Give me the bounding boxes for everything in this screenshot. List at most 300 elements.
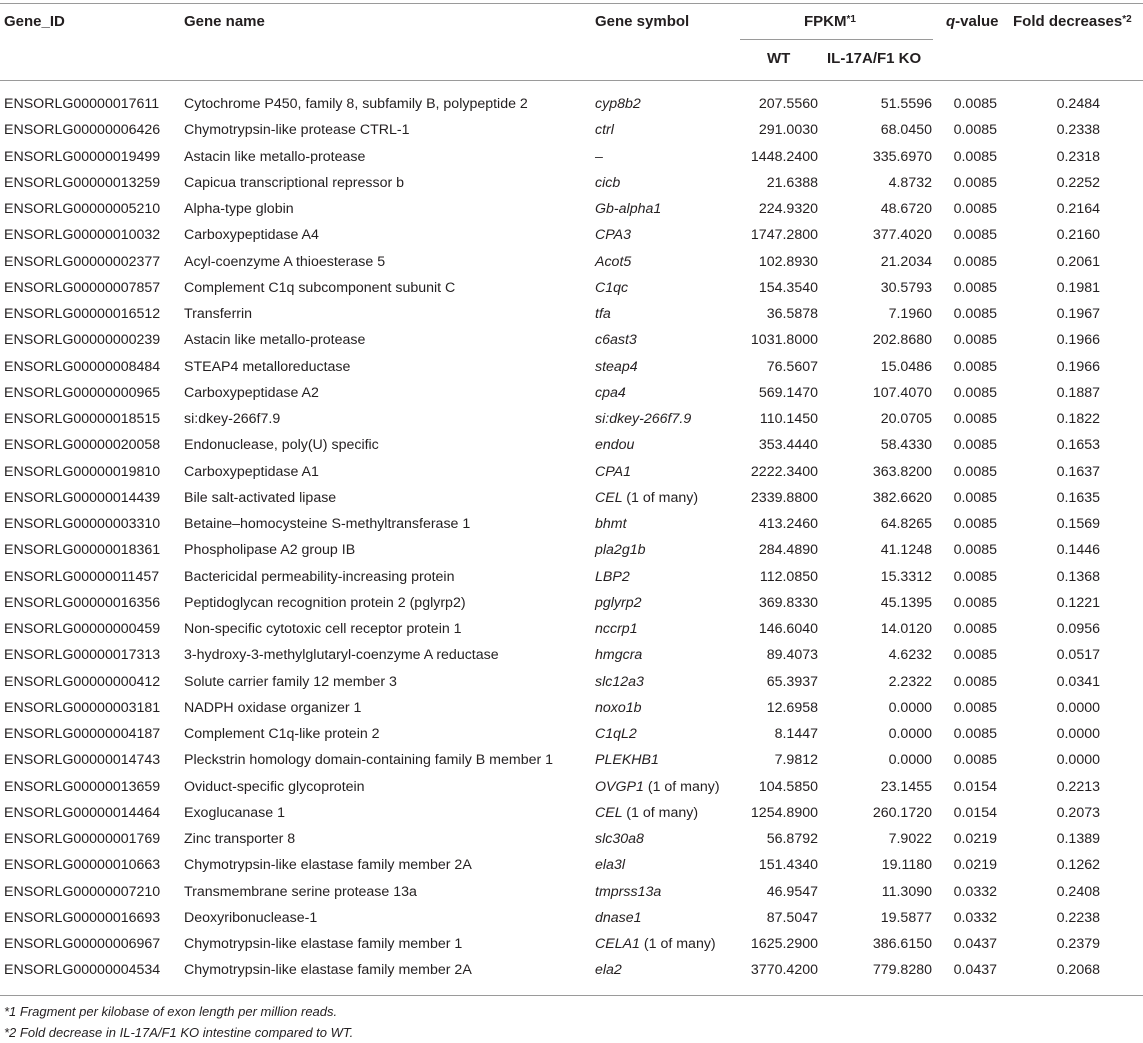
table-row	[0, 301, 1143, 327]
cell-fpkm-wt: 224.9320	[758, 201, 818, 217]
cell-qvalue: 0.0085	[953, 542, 997, 559]
cell-gene-id: ENSORLG00000004187	[4, 726, 161, 742]
table-row	[0, 406, 1143, 432]
cell-fpkm-wt: 89.4073	[766, 647, 818, 664]
cell-gene-id: ENSORLG00000017611	[4, 96, 160, 112]
table-row	[0, 800, 1143, 826]
cell-fold-decrease: 0.1966	[1056, 358, 1100, 375]
gene-symbol-text: –	[595, 148, 603, 165]
cell-fpkm-ko: 4.6232	[888, 647, 932, 664]
cell-gene-id: ENSORLG00000002377	[4, 253, 161, 270]
cell-gene-name: Chymotrypsin-like elastase family member 2A	[184, 962, 472, 979]
cell-fpkm-wt: 207.5560	[758, 96, 818, 112]
table-row	[0, 485, 1143, 511]
cell-gene-id: ENSORLG00000013259	[4, 174, 161, 191]
gene-symbol-text: bhmt	[595, 516, 627, 532]
cell-fpkm-wt: 56.8792	[766, 831, 818, 847]
cell-gene-symbol	[595, 380, 626, 406]
cell-fpkm-wt: 36.5878	[766, 306, 818, 322]
cell-fpkm-wt: 1448.2400	[750, 148, 818, 165]
fpkm-span-rule	[740, 39, 933, 40]
gene-symbol-text: LBP2	[595, 568, 630, 585]
cell-fold-decrease: 0.2073	[1056, 804, 1100, 821]
table-row	[0, 196, 1143, 222]
gene-symbol-text: C1qL2	[595, 726, 637, 742]
cell-gene-symbol	[595, 459, 631, 485]
cell-gene-id: ENSORLG00000006967	[4, 936, 161, 952]
gene-symbol-text: OVGP1	[595, 778, 644, 795]
cell-gene-id: ENSORLG00000016512	[4, 306, 161, 322]
cell-fpkm-ko: 58.4330	[880, 437, 932, 454]
gene-symbol-text: slc12a3	[595, 673, 644, 690]
cell-fold-decrease: 0.2408	[1056, 883, 1100, 900]
cell-gene-name: NADPH oxidase organizer 1	[184, 699, 362, 716]
cell-gene-id: ENSORLG00000007210	[4, 883, 161, 900]
cell-fpkm-ko: 377.4020	[872, 227, 932, 244]
cell-gene-name: Chymotrypsin-like elastase family member 2A	[184, 857, 472, 874]
cell-fold-decrease: 0.2213	[1056, 778, 1100, 795]
cell-gene-symbol	[595, 485, 698, 511]
table-row	[0, 511, 1143, 537]
cell-gene-id: ENSORLG00000007857	[4, 279, 161, 296]
header-fpkm-label: FPKM	[804, 13, 847, 30]
cell-gene-symbol	[595, 222, 631, 248]
table-row	[0, 721, 1143, 747]
cell-fpkm-wt: 1625.2900	[750, 936, 818, 952]
cell-gene-symbol	[595, 774, 720, 800]
cell-qvalue: 0.0085	[953, 594, 997, 611]
cell-fpkm-ko: 45.1395	[880, 594, 932, 611]
gene-symbol-text: CPA3	[595, 227, 632, 244]
table-row	[0, 459, 1143, 485]
gene-symbol-note: (1 of many)	[647, 778, 720, 795]
table-top-rule	[0, 3, 1143, 4]
cell-fold-decrease: 0.2318	[1056, 148, 1100, 165]
cell-gene-symbol	[595, 616, 638, 642]
cell-fpkm-ko: 20.0705	[880, 411, 932, 427]
cell-fold-decrease: 0.2164	[1056, 201, 1100, 217]
cell-gene-id: ENSORLG00000017313	[4, 647, 161, 664]
cell-gene-id: ENSORLG00000020058	[4, 437, 161, 454]
cell-fpkm-wt: 46.9547	[766, 883, 818, 900]
cell-gene-name: Phospholipase A2 group IB	[184, 542, 356, 559]
cell-gene-id: ENSORLG00000010032	[4, 227, 161, 244]
table-row	[0, 931, 1143, 957]
cell-gene-name: Deoxyribonuclease-1	[184, 909, 318, 926]
cell-fpkm-ko: 107.4070	[872, 384, 932, 401]
table-row	[0, 117, 1143, 143]
cell-gene-id: ENSORLG00000006426	[4, 122, 161, 139]
cell-gene-name: Complement C1q-like protein 2	[184, 726, 380, 742]
cell-gene-symbol	[595, 301, 611, 327]
cell-gene-symbol	[595, 669, 644, 695]
cell-qvalue: 0.0085	[953, 96, 997, 112]
cell-fold-decrease: 0.1635	[1056, 489, 1100, 506]
cell-fpkm-wt: 2222.3400	[750, 463, 818, 480]
cell-qvalue: 0.0332	[953, 883, 997, 900]
cell-gene-name: Transmembrane serine protease 13a	[184, 883, 417, 900]
cell-fpkm-wt: 7.9812	[774, 752, 818, 769]
cell-gene-symbol	[595, 800, 698, 826]
cell-gene-id: ENSORLG00000016356	[4, 594, 161, 611]
cell-gene-name: Peptidoglycan recognition protein 2 (pglyrp2)	[184, 594, 466, 611]
cell-fpkm-wt: 413.2460	[758, 516, 818, 532]
header-fold-label: Fold decreases	[1013, 13, 1123, 30]
cell-gene-name: Carboxypeptidase A2	[184, 384, 319, 401]
table-bottom-rule	[0, 995, 1143, 996]
header-gene-name: Gene name	[184, 13, 265, 30]
table-row	[0, 905, 1143, 931]
cell-fold-decrease: 0.0000	[1056, 726, 1100, 742]
cell-gene-id: ENSORLG00000004534	[4, 962, 161, 979]
cell-gene-id: ENSORLG00000016693	[4, 909, 161, 926]
cell-fpkm-ko: 21.2034	[880, 253, 932, 270]
cell-qvalue: 0.0085	[953, 358, 997, 375]
cell-fpkm-ko: 30.5793	[880, 279, 932, 296]
cell-fold-decrease: 0.2160	[1056, 227, 1100, 244]
cell-fpkm-wt: 154.3540	[758, 279, 818, 296]
cell-fold-decrease: 0.2484	[1056, 96, 1100, 112]
cell-gene-symbol	[595, 511, 627, 537]
cell-gene-symbol	[595, 406, 691, 432]
cell-gene-symbol	[595, 905, 642, 931]
cell-fold-decrease: 0.1368	[1056, 568, 1100, 585]
table-row	[0, 852, 1143, 878]
cell-qvalue: 0.0085	[953, 201, 997, 217]
cell-gene-name: 3-hydroxy-3-methylglutaryl-coenzyme A reductase	[184, 647, 499, 664]
table-row	[0, 432, 1143, 458]
cell-qvalue: 0.0085	[953, 568, 997, 585]
table-row	[0, 144, 1143, 170]
cell-gene-id: ENSORLG00000014439	[4, 489, 161, 506]
table-row	[0, 879, 1143, 905]
cell-fold-decrease: 0.1822	[1056, 411, 1100, 427]
table-row	[0, 695, 1143, 721]
cell-gene-symbol	[595, 117, 614, 143]
header-fpkm-footnote-mark: *1	[846, 14, 856, 25]
cell-fold-decrease: 0.0517	[1056, 647, 1100, 664]
gene-symbol-text: hmgcra	[595, 647, 643, 664]
cell-fold-decrease: 0.1389	[1056, 831, 1100, 847]
cell-gene-symbol	[595, 879, 661, 905]
cell-fpkm-ko: 7.1960	[888, 306, 932, 322]
cell-fold-decrease: 0.0000	[1056, 752, 1100, 769]
cell-gene-id: ENSORLG00000000459	[4, 621, 161, 637]
header-qvalue	[946, 13, 999, 31]
cell-fpkm-ko: 19.1180	[881, 857, 932, 874]
cell-gene-id: ENSORLG00000003181	[4, 699, 161, 716]
table-row	[0, 774, 1143, 800]
cell-gene-id: ENSORLG00000018515	[4, 411, 161, 427]
gene-symbol-text: CEL	[595, 489, 623, 506]
cell-gene-name: Oviduct-specific glycoprotein	[184, 778, 365, 795]
cell-qvalue: 0.0085	[953, 699, 997, 716]
cell-gene-name: Exoglucanase 1	[184, 804, 285, 821]
cell-fpkm-wt: 284.4890	[758, 542, 818, 559]
cell-fpkm-ko: 64.8265	[880, 516, 932, 532]
gene-symbol-text: c6ast3	[595, 332, 637, 349]
table-row	[0, 170, 1143, 196]
gene-symbol-text: Acot5	[595, 253, 632, 270]
gene-symbol-note: (1 of many)	[626, 804, 699, 821]
cell-gene-id: ENSORLG00000001769	[4, 831, 161, 847]
cell-gene-id: ENSORLG00000014743	[4, 752, 161, 769]
cell-fpkm-wt: 3770.4200	[750, 962, 818, 979]
cell-fpkm-ko: 202.8680	[872, 332, 932, 349]
table-row	[0, 380, 1143, 406]
cell-fpkm-wt: 146.6040	[758, 621, 818, 637]
cell-qvalue: 0.0085	[953, 516, 997, 532]
cell-fpkm-ko: 14.0120	[880, 621, 932, 637]
cell-fpkm-ko: 335.6970	[872, 148, 932, 165]
cell-gene-symbol	[595, 852, 625, 878]
cell-gene-name: Cytochrome P450, family 8, subfamily B, polypeptide 2	[184, 96, 528, 112]
cell-gene-symbol	[595, 354, 638, 380]
cell-fpkm-ko: 0.0000	[888, 699, 932, 716]
gene-symbol-text: pglyrp2	[595, 594, 642, 611]
cell-gene-symbol	[595, 432, 634, 458]
gene-symbol-text: tfa	[595, 306, 611, 322]
cell-fpkm-ko: 68.0450	[880, 122, 932, 139]
cell-qvalue: 0.0085	[953, 437, 997, 454]
gene-symbol-text: ela3l	[595, 857, 625, 874]
cell-gene-symbol	[595, 275, 628, 301]
cell-fpkm-wt: 1031.8000	[750, 332, 818, 349]
gene-symbol-text: steap4	[595, 358, 638, 375]
gene-symbol-text: Gb-alpha1	[595, 201, 662, 217]
cell-gene-symbol	[595, 537, 646, 563]
cell-gene-name: Zinc transporter 8	[184, 831, 296, 847]
table-row	[0, 642, 1143, 668]
cell-fold-decrease: 0.1262	[1056, 857, 1100, 874]
cell-qvalue: 0.0085	[953, 463, 997, 480]
header-gene-symbol: Gene symbol	[595, 13, 690, 30]
cell-gene-symbol	[595, 590, 642, 616]
cell-gene-name: Pleckstrin homology domain-containing family B member 1	[184, 752, 554, 769]
cell-fold-decrease: 0.0956	[1056, 621, 1100, 637]
gene-symbol-text: cpa4	[595, 384, 626, 401]
cell-qvalue: 0.0219	[953, 831, 997, 847]
cell-fpkm-ko: 23.1455	[880, 778, 932, 795]
cell-fold-decrease: 0.1967	[1056, 306, 1100, 322]
header-qvalue-rest: -value	[955, 13, 999, 30]
cell-fpkm-ko: 382.6620	[872, 489, 932, 506]
table-row	[0, 537, 1143, 563]
cell-gene-name: Acyl-coenzyme A thioesterase 5	[184, 253, 386, 270]
cell-gene-symbol	[595, 144, 603, 170]
gene-symbol-note: (1 of many)	[643, 936, 716, 952]
cell-gene-symbol	[595, 196, 661, 222]
cell-qvalue: 0.0085	[953, 306, 997, 322]
cell-qvalue: 0.0332	[953, 909, 997, 926]
cell-fpkm-wt: 8.1447	[774, 726, 818, 742]
cell-gene-symbol	[595, 957, 622, 983]
table-row	[0, 826, 1143, 852]
cell-gene-id: ENSORLG00000005210	[4, 201, 161, 217]
table-row	[0, 91, 1143, 117]
cell-gene-id: ENSORLG00000019810	[4, 463, 161, 480]
cell-gene-id: ENSORLG00000000412	[4, 673, 161, 690]
cell-gene-id: ENSORLG00000018361	[4, 542, 161, 559]
cell-gene-symbol	[595, 931, 716, 957]
table-row	[0, 564, 1143, 590]
cell-gene-name: Non-specific cytotoxic cell receptor protein 1	[184, 621, 462, 637]
gene-symbol-text: endou	[595, 437, 635, 454]
cell-qvalue: 0.0085	[953, 279, 997, 296]
cell-qvalue: 0.0437	[953, 936, 997, 952]
cell-gene-symbol	[595, 249, 631, 275]
cell-gene-name: Astacin like metallo-protease	[184, 332, 366, 349]
cell-fpkm-wt: 2339.8800	[750, 489, 818, 506]
cell-fold-decrease: 0.2252	[1056, 174, 1100, 191]
cell-fpkm-wt: 1254.8900	[750, 804, 818, 821]
cell-fpkm-wt: 569.1470	[758, 384, 818, 401]
cell-qvalue: 0.0154	[953, 804, 997, 821]
cell-fpkm-ko: 386.6150	[872, 936, 932, 952]
gene-symbol-text: nccrp1	[595, 621, 638, 637]
cell-gene-name: Endonuclease, poly(U) specific	[184, 437, 379, 454]
cell-fpkm-ko: 7.9022	[888, 831, 932, 847]
cell-gene-symbol	[595, 747, 659, 773]
cell-fpkm-wt: 21.6388	[766, 174, 818, 191]
cell-qvalue: 0.0085	[953, 174, 997, 191]
gene-symbol-text: CPA1	[595, 463, 632, 480]
cell-fpkm-ko: 51.5596	[880, 96, 932, 112]
cell-fpkm-ko: 260.1720	[872, 804, 932, 821]
header-wt: WT	[767, 50, 791, 67]
cell-fpkm-ko: 0.0000	[888, 752, 932, 769]
cell-gene-id: ENSORLG00000000965	[4, 384, 161, 401]
cell-qvalue: 0.0085	[953, 726, 997, 742]
table-row	[0, 747, 1143, 773]
cell-qvalue: 0.0085	[953, 621, 997, 637]
table-row	[0, 354, 1143, 380]
cell-fpkm-wt: 110.1450	[759, 411, 818, 427]
cell-fpkm-ko: 15.0486	[880, 358, 932, 375]
header-qvalue-q: q	[946, 13, 956, 30]
cell-fold-decrease: 0.0341	[1056, 673, 1100, 690]
cell-fpkm-wt: 1747.2800	[750, 227, 818, 244]
cell-fpkm-wt: 104.5850	[758, 778, 818, 795]
gene-symbol-text: cicb	[595, 174, 621, 191]
table-row	[0, 957, 1143, 983]
table-row	[0, 222, 1143, 248]
header-gene-id: Gene_ID	[4, 13, 65, 30]
cell-fpkm-ko: 779.8280	[872, 962, 932, 979]
cell-qvalue: 0.0085	[953, 148, 997, 165]
gene-symbol-text: C1qc	[595, 279, 629, 296]
gene-symbol-text: slc30a8	[595, 831, 644, 847]
cell-gene-symbol	[595, 327, 637, 353]
cell-qvalue: 0.0085	[953, 752, 997, 769]
cell-fold-decrease: 0.2061	[1056, 253, 1100, 270]
cell-qvalue: 0.0085	[953, 332, 997, 349]
cell-fpkm-wt: 76.5607	[766, 358, 818, 375]
table-row	[0, 590, 1143, 616]
cell-fpkm-ko: 15.3312	[880, 568, 932, 585]
cell-qvalue: 0.0085	[953, 122, 997, 139]
table-header-rule	[0, 80, 1143, 81]
cell-fpkm-ko: 41.1248	[880, 542, 932, 559]
cell-fold-decrease: 0.1637	[1056, 463, 1100, 480]
cell-gene-id: ENSORLG00000013659	[4, 778, 161, 795]
cell-qvalue: 0.0154	[953, 778, 997, 795]
cell-qvalue: 0.0085	[953, 384, 997, 401]
header-ko: IL-17A/F1 KO	[827, 50, 922, 67]
gene-symbol-text: CEL	[595, 804, 623, 821]
cell-qvalue: 0.0219	[953, 857, 997, 874]
cell-gene-id: ENSORLG00000008484	[4, 358, 161, 375]
cell-fpkm-ko: 11.3090	[881, 883, 932, 900]
header-fpkm	[804, 13, 856, 31]
cell-fold-decrease: 0.2379	[1056, 936, 1100, 952]
cell-gene-name: Betaine–homocysteine S-methyltransferase 1	[184, 516, 471, 532]
table-row	[0, 249, 1143, 275]
cell-gene-name: Alpha-type globin	[184, 201, 294, 217]
cell-gene-name: Bile salt-activated lipase	[184, 489, 337, 506]
cell-gene-name: Transferrin	[184, 306, 253, 322]
cell-gene-symbol	[595, 721, 637, 747]
cell-gene-name: Complement C1q subcomponent subunit C	[184, 279, 456, 296]
table-row	[0, 275, 1143, 301]
cell-qvalue: 0.0085	[953, 253, 997, 270]
cell-fpkm-wt: 87.5047	[766, 909, 818, 926]
cell-gene-name: Bactericidal permeability-increasing protein	[184, 568, 455, 585]
cell-qvalue: 0.0085	[953, 647, 997, 664]
cell-gene-name: STEAP4 metalloreductase	[184, 358, 351, 375]
cell-gene-symbol	[595, 564, 630, 590]
cell-gene-name: Chymotrypsin-like protease CTRL-1	[184, 122, 410, 139]
cell-fpkm-ko: 4.8732	[888, 174, 932, 191]
cell-fold-decrease: 0.1981	[1056, 279, 1100, 296]
cell-fpkm-wt: 65.3937	[766, 673, 818, 690]
cell-gene-symbol	[595, 642, 642, 668]
cell-fpkm-wt: 12.6958	[766, 699, 818, 716]
cell-qvalue: 0.0085	[953, 489, 997, 506]
gene-symbol-text: dnase1	[595, 909, 642, 926]
cell-qvalue: 0.0437	[953, 962, 997, 979]
cell-fpkm-wt: 112.0850	[759, 568, 818, 585]
gene-symbol-text: PLEKHB1	[595, 752, 659, 769]
cell-gene-id: ENSORLG00000014464	[4, 804, 161, 821]
footnote-1: *1 Fragment per kilobase of exon length per million reads.	[4, 1004, 338, 1019]
cell-fold-decrease: 0.1887	[1056, 384, 1100, 401]
gene-symbol-text: ctrl	[595, 122, 614, 139]
gene-symbol-text: tmprss13a	[595, 883, 662, 900]
cell-qvalue: 0.0085	[953, 673, 997, 690]
cell-fold-decrease: 0.0000	[1056, 699, 1100, 716]
cell-gene-id: ENSORLG00000000239	[4, 332, 161, 349]
cell-fpkm-ko: 48.6720	[880, 201, 932, 217]
table-row	[0, 616, 1143, 642]
gene-symbol-note: (1 of many)	[626, 489, 699, 506]
gene-symbol-text: pla2g1b	[595, 542, 646, 559]
cell-fpkm-ko: 363.8200	[872, 463, 932, 480]
footnote-2: *2 Fold decrease in IL-17A/F1 KO intestine compared to WT.	[4, 1025, 354, 1040]
gene-symbol-text: si:dkey-266f7.9	[595, 411, 692, 427]
gene-symbol-text: ela2	[595, 962, 622, 979]
cell-fold-decrease: 0.1569	[1056, 516, 1100, 532]
cell-fpkm-wt: 369.8330	[758, 594, 818, 611]
cell-gene-name: Capicua transcriptional repressor b	[184, 174, 405, 191]
cell-fpkm-wt: 291.0030	[758, 122, 818, 139]
cell-fold-decrease: 0.2238	[1056, 909, 1100, 926]
table-row	[0, 327, 1143, 353]
cell-fpkm-wt: 353.4440	[758, 437, 818, 454]
cell-gene-id: ENSORLG00000019499	[4, 148, 161, 165]
gene-symbol-text: noxo1b	[595, 699, 642, 716]
cell-qvalue: 0.0085	[953, 411, 997, 427]
